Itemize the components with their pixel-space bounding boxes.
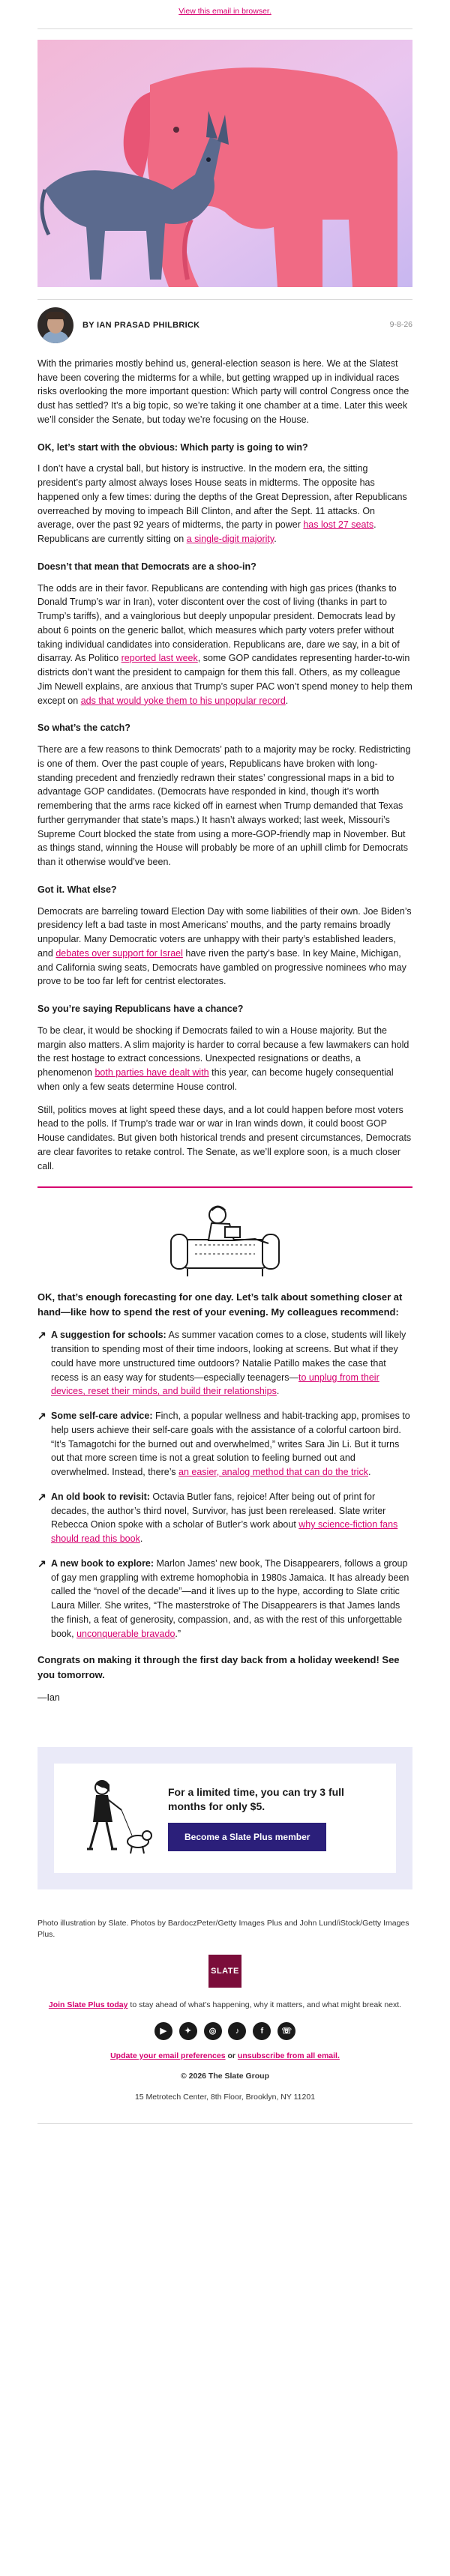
text: To be clear, it would be shocking if Democrats failed to win a House majority. But the margin also matters. A slim majority is harder to corral because a few lawmakers can hold the rest hostage to extract concessions. Unexpected resignations or deaths, a phenomenon (38, 1025, 410, 1078)
slate-logo[interactable]: SLATE (208, 1955, 242, 1988)
inline-link[interactable]: debates over support for Israel (56, 947, 183, 959)
footer (38, 1904, 412, 2123)
section-heading: Doesn’t that mean that Democrats are a shoo-in? (38, 561, 256, 572)
couch-reader-illustration (165, 1198, 285, 1281)
tiktok-icon[interactable]: ♪ (228, 2022, 246, 2040)
recommendation-label: A suggestion for schools: (51, 1330, 166, 1341)
recommendation-item (38, 1557, 412, 1641)
text: Octavia Butler fans, rejoice! After being out of print for decades, the author’s third novel, Survivor, has just been rereleased. Slate writer Rebecca Onion spoke with a scholar of Butler’s work about (51, 1491, 386, 1530)
email-preferences (38, 2051, 412, 2063)
text: As summer vacation comes to a close, students will likely transition to spending most of their time indoors, looking at screens. But what if they could have more unstructured time outdoors? Natalie Patillo makes the case that recess is an easy way for students—especially teenagers— (51, 1330, 406, 1383)
mailing-address: 15 Metrotech Center, 8th Floor, Brooklyn, NY 11201 (134, 2093, 316, 2102)
author-name: BY IAN PRASAD PHILBRICK (82, 320, 200, 330)
paragraph: Still, politics moves at light speed these days, and a lot could happen before most voters head to the polls. If Trump’s trade war or war in Iran winds down, it could boost GOP House candidates. But given both historical trends and present circumstances, Democrats are clear favorites to retake control. The Senate, as we’ll explore soon, is a much closer call. (38, 1104, 412, 1171)
recommendations-intro: OK, that’s enough forecasting for one day. Let’s talk about something closer at hand—like how to spend the rest of your evening. My colleagues recommend: (38, 1291, 403, 1318)
recommendation-label: Some self-care advice: (51, 1411, 153, 1421)
topbar (0, 0, 450, 28)
promo-title: For a limited time, you can try 3 full months for only $5. (168, 1786, 344, 1812)
publish-date: 9-8-26 (389, 319, 412, 329)
recommendation-link[interactable]: why science-fiction fans should read this book (51, 1519, 398, 1544)
text: . (140, 1533, 143, 1544)
signature: —Ian (38, 1692, 60, 1704)
text: Finch, a popular wellness and habit-tracking app, promises to help users achieve their self-care goals with the assistance of a colorful cartoon bird. “It’s Tamagotchi for the burned out and overwhelmed,” writes Sara Jin Li. But it turns out that more screen time is not a great solution to feeling burned out and overwhelmed. Instead, there’s (51, 1411, 410, 1477)
arrow-icon: ↗ (38, 1557, 46, 1569)
woman-walking-dog-illustration (68, 1777, 158, 1859)
arrow-icon: ↗ (38, 1490, 46, 1503)
recommendation-text (51, 1557, 412, 1641)
text: The odds are in their favor. Republicans are contending with high gas prices (thanks to Donald Trump’s war in Iran), voter discontent over the cost of living (thanks in part to Trump’s tariffs), and a vainglorious but deeply unpopular president. Democrats lead by about 6 points on the generic ballot, which measures which party voters prefer without taking individual candidates into consideration. Republicans are, dare we say, in a bit of disarray. As Politico (38, 582, 400, 664)
update-preferences-link[interactable]: Update your email preferences (110, 2051, 226, 2060)
recommendation-text (51, 1490, 412, 1546)
recommendation-link[interactable]: an easier, analog method that can do the trick (178, 1467, 368, 1477)
text: Marlon James’ new book, The Disappearers, follows a group of gay men grappling with extreme homophobia in 1980s Jamaica. It has already been called the “novel of the decade”—and it lives up to the hype, according to Slate critic Laura Miller. She writes, “The masterstroke of The Disappearers is that James lands the finish, a feat of generosity, compassion, and, as with the rest of this unforgettable book, (51, 1557, 410, 1639)
copyright: © 2026 The Slate Group (180, 2072, 270, 2081)
recommendations-list (38, 1328, 412, 1641)
paragraph (38, 905, 412, 989)
unsubscribe-link[interactable]: unsubscribe from all email. (237, 2051, 340, 2060)
become-member-button[interactable]: Become a Slate Plus member (168, 1823, 326, 1851)
slate-plus-promo (38, 1747, 412, 1889)
recommendation-item (38, 1490, 412, 1546)
text: have riven the party’s base. In key Maine, Michigan, and California swing seats, Democrats have gambled on progressive nominees who may prove to be too far left for centrist electorates. (38, 947, 406, 987)
text: . (285, 695, 289, 706)
paragraph (38, 1024, 412, 1094)
text: .” (175, 1628, 182, 1639)
text: . (368, 1467, 371, 1477)
inline-link[interactable]: both parties have dealt with (94, 1067, 209, 1078)
text: . (274, 534, 277, 544)
inline-link[interactable]: a single-digit majority (186, 534, 274, 544)
recommendation-item (38, 1409, 412, 1479)
arrow-icon: ↗ (38, 1410, 46, 1422)
recommendation-text (51, 1328, 412, 1399)
promo-content (158, 1785, 382, 1851)
join-text (38, 2000, 412, 2011)
email-frame (38, 28, 412, 2124)
facebook-icon[interactable]: f (253, 2022, 271, 2040)
recommendation-label: An old book to revisit: (51, 1491, 150, 1502)
byline (38, 299, 412, 354)
section-divider (38, 1186, 412, 1188)
text: , some GOP candidates representing harder-to-win districts don’t want the president to campaign for them this fall. Others, as my colleague Jim Newell explains, are anxious that Trump’s super PAC won’t spend money to help them except on (38, 653, 412, 706)
recommendation-link[interactable]: to unplug from their devices, reset their minds, and build their relationships (51, 1372, 380, 1397)
inline-link[interactable]: ads that would yoke them to his unpopular record (80, 695, 286, 706)
inline-link[interactable]: has lost 27 seats (303, 519, 374, 531)
arrow-icon: ↗ (38, 1329, 46, 1342)
article-body (38, 354, 412, 1729)
text: I don’t have a crystal ball, but history is instructive. In the modern era, the sitting president’s party almost always loses House seats in midterms. The opposite has happened only a few times: during the depths of the Great Depression, after Republicans overreached by moving to impeach Bill Clinton, and after the Sept. 11 attacks. On average, over the past 92 years of midterms, the party in power (38, 463, 407, 531)
section-heading: So you’re saying Republicans have a chance? (38, 1004, 244, 1014)
text: Democrats are barreling toward Election Day with some liabilities of their own. Joe Biden’s presidency left a bad taste in most Americans’ mouths, and the party remains broadly unpopular. Many Democratic voters are unhappy with their party’s established leaders, and (38, 905, 412, 959)
paragraph: With the primaries mostly behind us, general-election season is here. We at the Slatest have been covering the midterms for a while, but getting wrapped up in individual races risks overlooking the more important question: Which party will control Congress once the dust has settled? It’s a big topic, so we’re taking it one chamber at a time. Later this week we’ll consider the Senate, but today we’re focusing on the House. (38, 358, 410, 425)
logo-wrap (38, 1955, 412, 1988)
join-slate-plus-link[interactable]: Join Slate Plus today (48, 2000, 128, 2010)
photo-credit: Photo illustration by Slate. Photos by BardoczPeter/Getty Images Plus and John Lund/iStock/Getty Images Plus. (38, 1919, 410, 1939)
whatsapp-icon[interactable]: ☏ (278, 2022, 296, 2040)
text: to stay ahead of what’s happening, why it matters, and what might break next. (128, 2000, 402, 2010)
instagram-icon[interactable]: ◎ (204, 2022, 222, 2040)
social-links (38, 2022, 412, 2040)
section-heading: So what’s the catch? (38, 723, 130, 734)
signoff: Congrats on making it through the first day back from a holiday weekend! See you tomorrow. (38, 1654, 400, 1680)
promo-card (54, 1764, 396, 1873)
recommendation-link[interactable]: unconquerable bravado (76, 1628, 176, 1639)
author-avatar (38, 307, 74, 343)
text: or (225, 2051, 238, 2060)
inline-link[interactable]: reported last week (121, 653, 198, 664)
section-heading: Got it. What else? (38, 884, 117, 895)
recommendation-item (38, 1328, 412, 1399)
youtube-icon[interactable]: ▶ (154, 2022, 172, 2040)
recommendation-label: A new book to explore: (51, 1557, 154, 1569)
section-heading: OK, let’s start with the obvious: Which party is going to win? (38, 441, 308, 453)
paragraph (38, 582, 412, 708)
twitter-icon[interactable]: ✦ (179, 2022, 197, 2040)
text: . (276, 1386, 280, 1397)
recommendation-text (51, 1409, 412, 1479)
text: . Republicans are currently sitting on (38, 519, 376, 544)
paragraph (38, 462, 412, 546)
paragraph: There are a few reasons to think Democrats’ path to a majority may be rocky. Redistricting is one of them. Over the past couple of years, Republicans have broken with long-standing precedent and frenziedly redrawn their states’ congressional maps in a bid to advantage GOP candidates. (Democrats have responded in kind, though it’s worth remembering that the arms race kicked off in earnest when Trump demanded that Texas further gerrymander that state’s maps.) It hasn’t always worked; last week, Missouri’s Supreme Court blocked the state from using a more-GOP-friendly map in November. But as things stand, winning the House will probably be more of an uphill climb for Democrats than it otherwise would’ve been. (38, 744, 411, 867)
view-in-browser-link[interactable]: View this email in browser. (178, 7, 272, 16)
hero-illustration (38, 40, 412, 287)
text: this year, can become hugely consequential when only a few seats determine House control. (38, 1067, 394, 1092)
